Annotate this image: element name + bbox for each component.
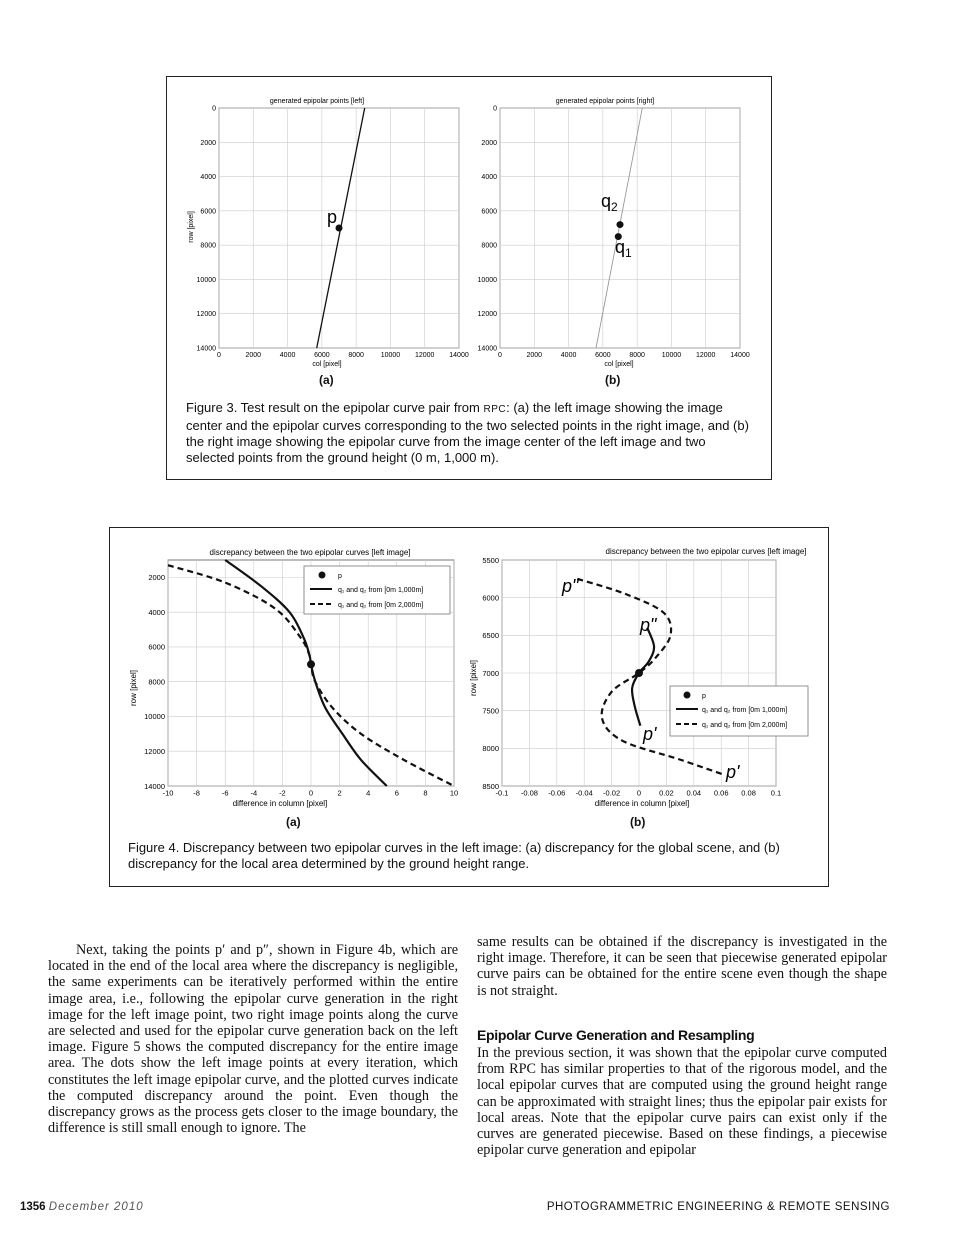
body-right-column <box>477 934 887 1158</box>
y-tick-label: 10000 <box>196 276 216 284</box>
fig4b-legend <box>670 686 808 736</box>
x-tick-label: 0 <box>498 352 502 359</box>
y-tick-label: 6500 <box>482 631 499 641</box>
fig4a-ylabel: row [pixel] <box>129 669 138 707</box>
fig4b-label-p-prime-bottom: p' <box>726 762 740 782</box>
x-tick-label: -2 <box>279 788 286 798</box>
y-tick-label: 0 <box>493 105 497 113</box>
y-tick-label: 8500 <box>482 781 499 791</box>
journal-name: PHOTOGRAMMETRIC ENGINEERING & REMOTE SENSING <box>546 1201 890 1213</box>
fig3-label-a: (a) <box>319 373 334 387</box>
y-tick-label: 6000 <box>148 642 165 652</box>
fig3b-title: generated epipolar points [right] <box>555 98 655 105</box>
x-tick-label: 2 <box>337 788 342 798</box>
x-tick-label: 0 <box>217 352 221 359</box>
x-tick-label: 0 <box>636 788 642 798</box>
y-tick-label: 6000 <box>200 208 216 216</box>
x-tick-label: 14000 <box>449 352 469 359</box>
fig4-caption: Figure 4. Discrepancy between two epipolar curves in the left image: (a) discrepancy for the global scene, and (b) discrepancy for the local area determined by the ground height range. <box>128 840 780 871</box>
fig4b-xlabel: difference in column [pixel] <box>594 799 690 808</box>
x-tick-label: 12000 <box>414 352 435 359</box>
point-p <box>307 660 315 668</box>
figure-4-plots <box>110 528 828 886</box>
x-tick-label: 14000 <box>730 352 750 359</box>
point-q2 <box>617 221 624 228</box>
fig4b-label-p-dprime-mid: p" <box>640 615 657 635</box>
y-tick-label: 7000 <box>482 668 499 678</box>
y-tick-label: 4000 <box>148 607 165 617</box>
fig4-label-a: (a) <box>286 815 301 829</box>
x-tick-label: -6 <box>221 788 229 798</box>
x-tick-label: -10 <box>162 788 174 798</box>
x-tick-label: 0.1 <box>770 788 782 798</box>
x-tick-label: 6000 <box>314 352 330 359</box>
y-tick-label: 4000 <box>200 174 216 182</box>
y-tick-label: 10000 <box>477 276 497 284</box>
x-tick-label: 0 <box>308 788 314 798</box>
issue-date: December 2010 <box>48 1201 144 1213</box>
footer-left <box>20 1201 144 1213</box>
fig4-label-b: (b) <box>630 815 646 829</box>
svg-text:p: p <box>702 693 706 700</box>
x-tick-label: -0.02 <box>603 788 621 798</box>
figure-4 <box>109 527 829 887</box>
fig4a-xlabel: difference in column [pixel] <box>232 799 328 808</box>
x-tick-label: 0.08 <box>741 788 756 798</box>
y-tick-label: 12000 <box>477 311 497 319</box>
svg-text:q₁ and q₂ from [0m 2,000m]: q₁ and q₂ from [0m 2,000m] <box>702 722 788 729</box>
y-tick-label: 6000 <box>482 593 499 603</box>
fig4b-label-p-dprime-top: p" <box>562 576 579 596</box>
x-tick-label: 0.04 <box>686 788 702 798</box>
y-tick-label: 7500 <box>482 706 499 716</box>
svg-text:q₁ and q₂ from [0m 1,000m]: q₁ and q₂ from [0m 1,000m] <box>702 707 788 714</box>
x-tick-label: 10 <box>449 788 459 798</box>
fig3a-title: generated epipolar points [left] <box>269 98 365 105</box>
fig3a-point-label: p <box>327 207 338 227</box>
fig4b-ylabel: row [pixel] <box>469 659 478 697</box>
x-tick-label: 0.06 <box>713 788 729 798</box>
point-p <box>635 669 643 677</box>
x-tick-label: 4000 <box>560 352 577 359</box>
x-tick-label: 2000 <box>245 352 262 359</box>
x-tick-label: 10000 <box>380 352 401 359</box>
body-left-column <box>48 942 458 1136</box>
body-right-paragraph-1: same results can be obtained if the discrepancy is investigated in the right image. Therefore, it can be seen that piecewise generated epipolar curve pairs can be obtained for the entire scene even though the shape is not straight. <box>477 934 887 999</box>
fig3b-chart <box>478 106 750 360</box>
x-tick-label: 4000 <box>279 352 296 359</box>
x-tick-label: 8000 <box>348 352 364 359</box>
svg-text:q₁ and q₂ from [0m 2,000m]: q₁ and q₂ from [0m 2,000m] <box>338 602 424 609</box>
y-tick-label: 2000 <box>148 573 165 583</box>
x-tick-label: -0.06 <box>548 788 566 798</box>
y-tick-label: 14000 <box>477 345 497 353</box>
y-tick-label: 2000 <box>200 139 216 147</box>
x-tick-label: -0.1 <box>495 788 509 798</box>
y-tick-label: 12000 <box>196 311 216 319</box>
fig4a-title: discrepancy between the two epipolar curves [left image] <box>209 548 411 557</box>
x-tick-label: 6 <box>394 788 399 798</box>
y-tick-label: 10000 <box>144 712 165 722</box>
x-tick-label: -0.08 <box>520 788 538 798</box>
y-tick-label: 14000 <box>196 345 216 353</box>
fig3a-xlabel: col [pixel] <box>312 361 342 368</box>
fig4b-label-p-prime-mid: p' <box>643 724 657 744</box>
fig3a-chart <box>197 106 469 360</box>
svg-text:p: p <box>338 573 342 580</box>
x-tick-label: -8 <box>193 788 200 798</box>
y-tick-label: 4000 <box>481 174 497 182</box>
y-tick-label: 6000 <box>481 208 497 216</box>
x-tick-label: 12000 <box>695 352 716 359</box>
y-tick-label: 2000 <box>481 139 497 147</box>
x-tick-label: 10000 <box>661 352 682 359</box>
section-heading: Epipolar Curve Generation and Resampling <box>477 1026 755 1043</box>
svg-text:q₁ and q₂ from [0m 1,000m]: q₁ and q₂ from [0m 1,000m] <box>338 587 424 594</box>
fig3-label-b: (b) <box>605 373 621 387</box>
y-tick-label: 5500 <box>482 555 499 565</box>
x-tick-label: -4 <box>250 788 258 798</box>
fig3b-xlabel: col [pixel] <box>604 361 634 368</box>
x-tick-label: 4 <box>366 788 371 798</box>
x-tick-label: 2000 <box>526 352 543 359</box>
y-tick-label: 8000 <box>482 744 499 754</box>
fig4b-title: discrepancy between the two epipolar curves [left image] <box>605 547 807 556</box>
x-tick-label: 6000 <box>595 352 611 359</box>
fig3-caption: Figure 3. Test result on the epipolar curve pair from RPC: (a) the left image showing the image center and the epipolar curves corresponding to the two selected points in the right image, and (b) the right image showing the epipolar curve from the image center of the left image and two selected points from the ground height (0 m, 1,000 m). <box>186 400 749 465</box>
fig3b-q1-label: $q_1$ <box>615 237 632 260</box>
x-tick-label: 8000 <box>629 352 645 359</box>
y-tick-label: 0 <box>212 105 216 113</box>
y-tick-label: 12000 <box>144 746 165 756</box>
page-number: 1356 <box>20 1201 46 1213</box>
x-tick-label: 8 <box>423 788 428 798</box>
body-left-paragraph: Next, taking the points p′ and p″, shown in Figure 4b, which are located in the end of the local area where the discrepancy is negligible, the same experiments can be iteratively performed within the entire image area, i.e., following the epipolar curve generation in the right image for the left image point, two right image points along the curve are selected and used for the epipolar curve generation back on the left image. Figure 5 shows the computed discrepancy for the entire image area. The dots show the left image points at every iteration, which constitutes the left image epipolar curve, and the plotted curves indicate the computed discrepancy around the point. Even though the discrepancy grows as the process gets closer to the image boundary, the difference is still small enough to ignore. The <box>48 942 458 1137</box>
y-tick-label: 8000 <box>148 677 165 687</box>
fig3a-ylabel: row [pixel] <box>188 211 195 243</box>
fig4a-legend <box>304 566 450 614</box>
x-tick-label: -0.04 <box>575 788 593 798</box>
fig3b-q2-label: $q_2$ <box>601 191 618 214</box>
y-tick-label: 14000 <box>144 781 165 791</box>
figure-3 <box>166 76 772 480</box>
body-right-paragraph-2: In the previous section, it was shown that the epipolar curve computed from RPC has similar properties to that of the rigorous model, and the local epipolar curves that are computed using the ground height range can be approximated with straight lines; thus the epipolar pair exists for local areas. Note that the epipolar curve pairs can exist only if the curves are generated piecewise. Based on these findings, a piecewise epipolar curve generation and epipolar <box>477 1045 887 1159</box>
y-tick-label: 8000 <box>481 242 497 250</box>
y-tick-label: 8000 <box>200 242 216 250</box>
x-tick-label: 0.02 <box>659 788 674 798</box>
